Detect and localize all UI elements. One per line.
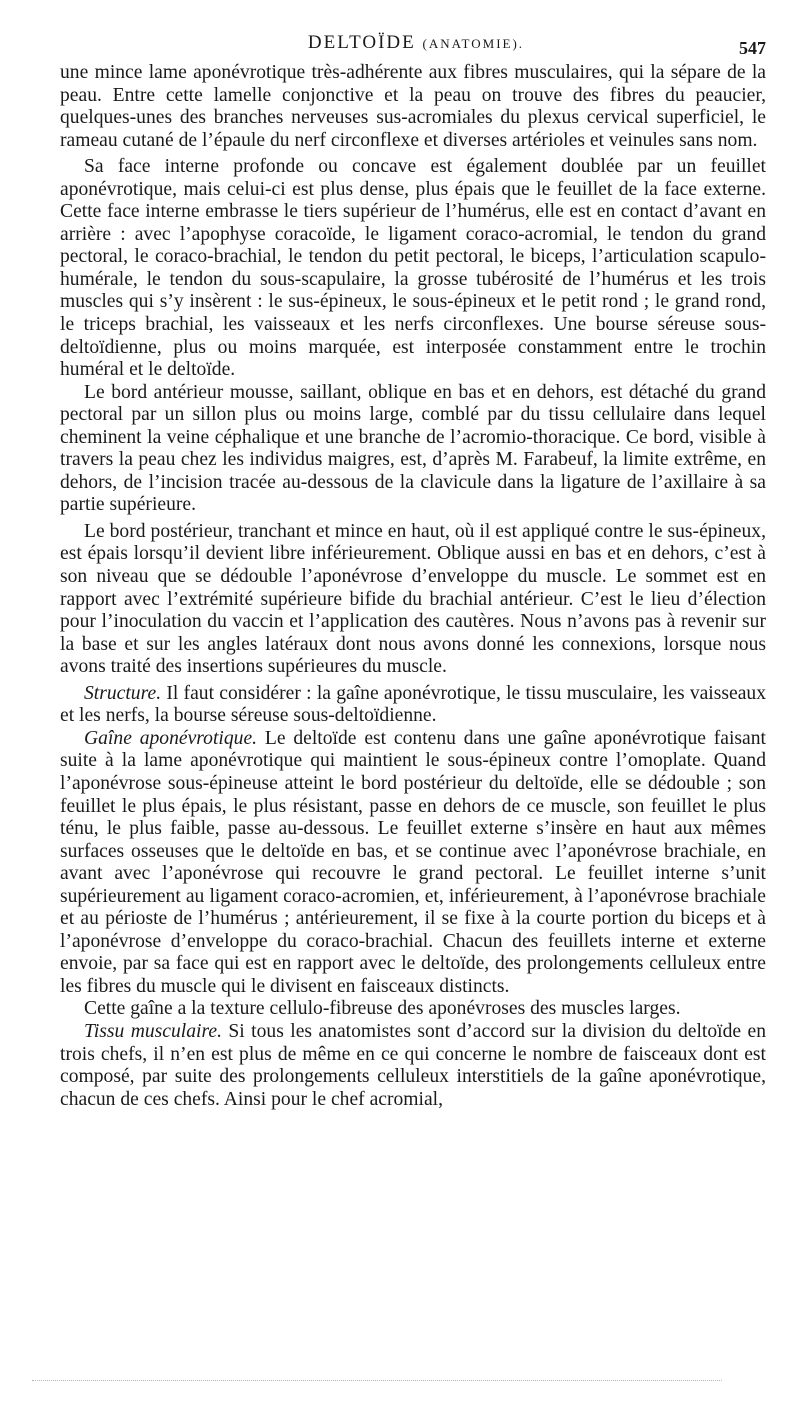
header-subtitle: (ANATOMIE). xyxy=(422,36,525,51)
paragraph xyxy=(60,998,766,1021)
paragraph-text: une mince lame aponévrotique très-adhérente aux fibres musculaires, qui la sépare de la peau. Entre cette lamelle conjonctive et la peau on trouve des fibres du peaucier, quelques-unes des branches nerveuses sus-acromiales du plexus cervical superficiel, le rameau cutané de l’épaule du nerf circonflexe et diverses artérioles et veinules sans nom. xyxy=(60,62,766,151)
paragraph-tissu-musculaire xyxy=(60,1021,766,1111)
paragraph-text: Le deltoïde est contenu dans une gaîne aponévrotique faisant suite à la lame aponévrotique qui maintient le sous-épineux contre l’omoplate. Quand l’aponévrose sous-épineuse atteint le bord postérieur du deltoïde, elle se dédouble ; son feuillet le plus épais, le plus résistant, passe en dehors de ce muscle, son feuillet le plus ténu, le plus faible, passe au-dessous. Le feuillet externe s’insère en haut aux mêmes surfaces osseuses que le deltoïde en bas, et se continue avec l’aponévrose brachiale, en avant avec l’aponévrose qui recouvre le grand pectoral. Le feuillet interne s’unit supérieurement au ligament coraco-acromien, et, inférieurement, à l’aponévrose brachiale et au périoste de l’humérus ; antérieurement, il se fixe à la courte portion du biceps et à l’aponévrose d’enveloppe du coraco-brachial. Chacun des feuillets interne et externe envoie, par sa face qui est en rapport avec le deltoïde, des prolongements celluleux entre les fibres du muscle qui le divisent en faisceaux distincts. xyxy=(60,727,766,997)
paragraph xyxy=(60,382,766,517)
paragraph-text: Si tous les anatomistes sont d’accord sur la division du deltoïde en trois chefs, il n’en est plus de même en ce qui concerne le nombre de faisceaux dont est composé, par suite des prolongements celluleux interstitiels de la gaîne aponévrotique, chacun de ces chefs. Ainsi pour le chef acromial, xyxy=(60,1020,766,1110)
body-text xyxy=(60,62,766,1111)
page-number: 547 xyxy=(739,38,766,58)
paragraph-text: Cette gaîne a la texture cellulo-fibreuse des aponévroses des muscles larges. xyxy=(84,998,681,1020)
running-header xyxy=(60,26,772,62)
paragraph-gaine-aponevrotique xyxy=(60,728,766,999)
paragraph-lead: Gaîne aponévrotique. xyxy=(84,727,258,749)
paragraph-lead: Structure. xyxy=(84,682,162,704)
paragraph xyxy=(60,62,766,152)
paragraph xyxy=(60,156,766,381)
paragraph-lead: Tissu musculaire. xyxy=(84,1020,222,1042)
paragraph xyxy=(60,521,766,679)
footer-dotted-rule xyxy=(32,1380,722,1381)
paragraph-text: Le bord antérieur mousse, saillant, oblique en bas et en dehors, est détaché du grand pectoral par un sillon plus ou moins large, comblé par du tissu cellulaire dans lequel cheminent la veine céphalique et une branche de l’acromio-thoracique. Ce bord, visible à travers la peau chez les individus maigres, est, d’après M. Farabeuf, la limite extrême, en dehors, de l’incision tracée au-dessous de la clavicule dans la ligature de l’axillaire à sa partie supérieure. xyxy=(60,381,766,516)
paragraph-text: Sa face interne profonde ou concave est également doublée par un feuillet aponévrotique, mais celui-ci est plus dense, plus épais que le feuillet de la face externe. Cette face interne embrasse le tiers supérieur de l’humérus, elle est en contact d’avant en arrière : avec l’apophyse coracoïde, le ligament coraco-acromial, le tendon du grand pectoral, le coraco-brachial, le tendon du petit pectoral, le biceps, l’articulation scapulo-humérale, le tendon du sous-scapulaire, la grosse tubérosité de l’humérus et les trois muscles qui s’y insèrent : le sus-épineux, le sous-épineux et le petit rond ; le grand rond, le triceps brachial, les vaisseaux et les nerfs circonflexes. Une bourse séreuse sous-deltoïdienne, plus ou moins marquée, est interposée constamment entre le trochin huméral et le deltoïde. xyxy=(60,156,766,381)
paragraph-text: Il faut considérer : la gaîne aponévrotique, le tissu musculaire, les vaisseaux et les nerfs, la bourse séreuse sous-deltoïdienne. xyxy=(60,682,766,727)
header-main-title: DELTOÏDE xyxy=(307,32,416,53)
paragraph-text: Le bord postérieur, tranchant et mince en haut, où il est appliqué contre le sus-épineux, est épais lorsqu’il devient libre inférieurement. Oblique aussi en bas et en dehors, c’est à son niveau que se dédouble l’aponévrose d’enveloppe du muscle. Le sommet est en rapport avec l’extrémité supérieure bifide du brachial antérieur. C’est le lieu d’élection pour l’inoculation du vaccin et l’application des cautères. Nous n’avons pas à revenir sur la base et sur les angles latéraux dont nous avons donné les connexions, lorsque nous avons traité des insertions supérieures du muscle. xyxy=(60,520,766,678)
header-title xyxy=(60,32,772,54)
paragraph-structure xyxy=(60,683,766,728)
